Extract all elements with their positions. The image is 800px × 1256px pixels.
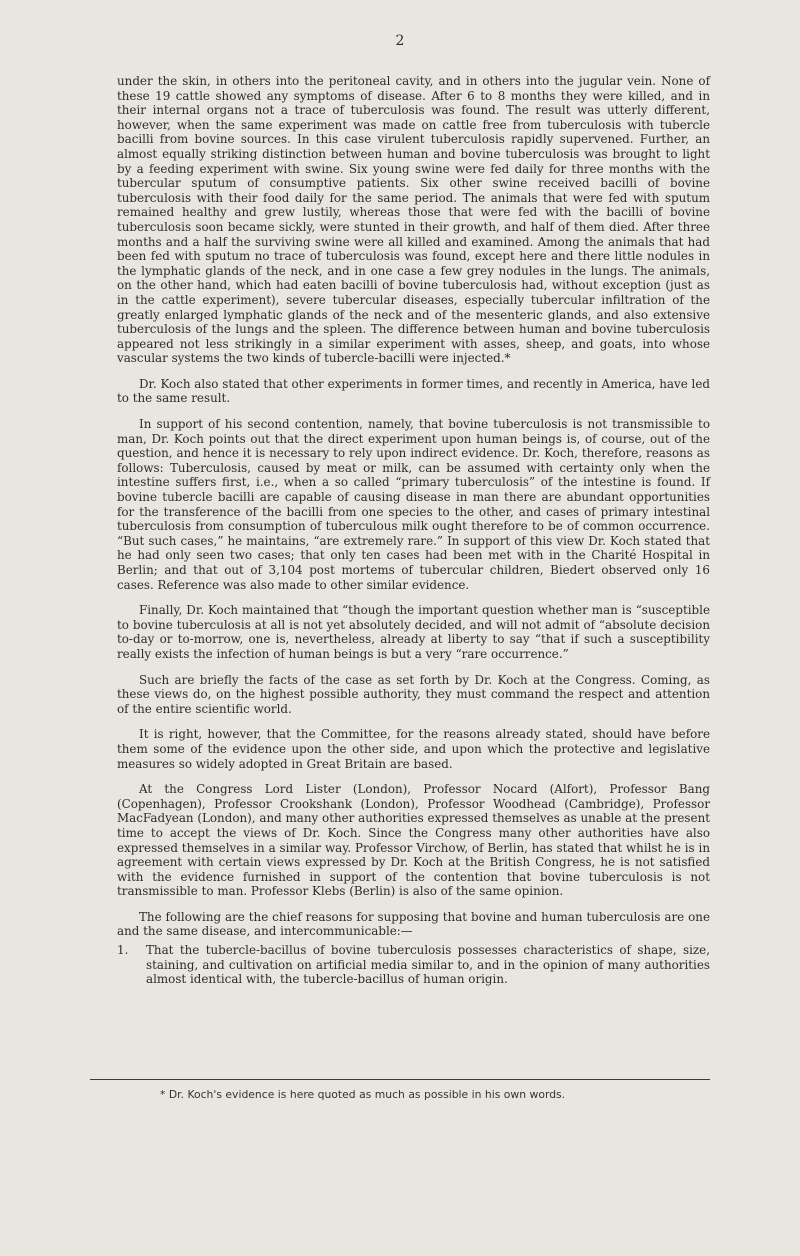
footnote-divider [90,1079,710,1080]
footnote: * Dr. Koch's evidence is here quoted as much as possible in his own words. [160,1088,566,1101]
page-number: 2 [395,33,405,49]
list-item-1 [117,943,710,987]
paragraph-2: Dr. Koch also stated that other experiments in former times, and recently in America, have led to the same result. [117,376,710,406]
paragraph-6: It is right, however, that the Committee, for the reasons already stated, should have before them some of the evidence upon the other side, and upon which the protective and legislative measures so widely adopted in Great Britain are based. [117,727,710,771]
paragraph-1: under the skin, in others into the peritoneal cavity, and in others into the jugular vein. None of these 19 cattle showed any symptoms of disease. After 6 to 8 months they were killed, and in their internal organs not a trace of tuberculosis was found. The result was utterly different, however, when the same experiment was made on cattle free from tuberculosis with tubercle bacilli from bovine sources. In this case virulent tuberculosis rapidly supervened. Further, an almost equally striking distinction between human and bovine tuberculosis was brought to light by a feeding experiment with swine. Six young swine were fed daily for three months with the tubercular sputum of consumptive patients. Six other swine received bacilli of bovine tuberculosis with their food daily for the same period. The animals that were fed with sputum remained healthy and grew lustily, whereas those that were fed with the bacilli of bovine tuberculosis soon became sickly, were stunted in their growth, and half of them died. After three months and a half the surviving swine were all killed and examined. Among the animals that had been fed with sputum no trace of tuberculosis was found, except here and there little nodules in the lymphatic glands of the neck, and in one case a few grey nodules in the lungs. The animals, on the other hand, which had eaten bacilli of bovine tuberculosis had, without exception (just as in the cattle experiment), severe tubercular diseases, especially tubercular infiltration of the greatly enlarged lymphatic glands of the neck and of the mesenteric glands, and also extensive tuberculosis of the lungs and the spleen. The difference between human and bovine tuberculosis appeared not less strikingly in a similar experiment with asses, sheep, and goats, into whose vascular systems the two kinds of tubercle-bacilli were injected.* [117,74,710,366]
paragraph-8: The following are the chief reasons for supposing that bovine and human tuberculosis are one and the same disease, and intercommunicable:— [117,909,710,939]
paragraph-3: In support of his second contention, namely, that bovine tuberculosis is not transmissible to man, Dr. Koch points out that the direct experiment upon human beings is, of course, out of the question, and hence it is necessary to rely upon indirect evidence. Dr. Koch, therefore, reasons as follows: Tuberculosis, caused by meat or milk, can be assumed with certainty only when the intestine suffers first, i.e., when a so called “primary tuberculosis” of the intestine is found. If bovine tubercle bacilli are capable of causing disease in man there are abundant opportunities for the transference of the bacilli from one species to the other, and cases of primary intestinal tuberculosis from consumption of tuberculous milk ought therefore to be of common occurrence. “But such cases,” he maintains, “are extremely rare.” In support of this view Dr. Koch stated that he had only seen two cases; that only ten cases had been met with in the Charité Hospital in Berlin; and that out of 3,104 post mortems of tubercular children, Biedert observed only 16 cases. Reference was also made to other similar evidence. [117,417,710,592]
list-item-text: That the tubercle-bacillus of bovine tuberculosis possesses characteristics of shape, size, staining, and cultivation on artificial media similar to, and in the opinion of many authorities almost identical with, the tubercle-bacillus of human origin. [146,943,710,987]
paragraph-5: Such are briefly the facts of the case as set forth by Dr. Koch at the Congress. Coming, as these views do, on the highest possible authority, they must command the respect and attention of the entire scientific world. [117,672,710,716]
body-text [117,74,710,999]
list-item-number: 1. [117,943,129,958]
paragraph-4: Finally, Dr. Koch maintained that “though the important question whether man is “susceptible to bovine tuberculosis at all is not yet absolutely decided, and will not admit of “absolute decision to-day or to-morrow, one is, nevertheless, already at liberty to say “that if such a susceptibility really exists the infection of human beings is but a very “rare occurrence.” [117,603,710,661]
paragraph-7: At the Congress Lord Lister (London), Professor Nocard (Alfort), Professor Bang (Copenhagen), Professor Crookshank (London), Professor Woodhead (Cambridge), Professor MacFadyean (London), and many other authorities expressed themselves as unable at the present time to accept the views of Dr. Koch. Since the Congress many other authorities have also expressed themselves in a similar way. Professor Virchow, of Berlin, has stated that whilst he is in agreement with certain views expressed by Dr. Koch at the British Congress, he is not satisfied with the evidence furnished in support of the contention that bovine tuberculosis is not transmissible to man. Professor Klebs (Berlin) is also of the same opinion. [117,782,710,899]
